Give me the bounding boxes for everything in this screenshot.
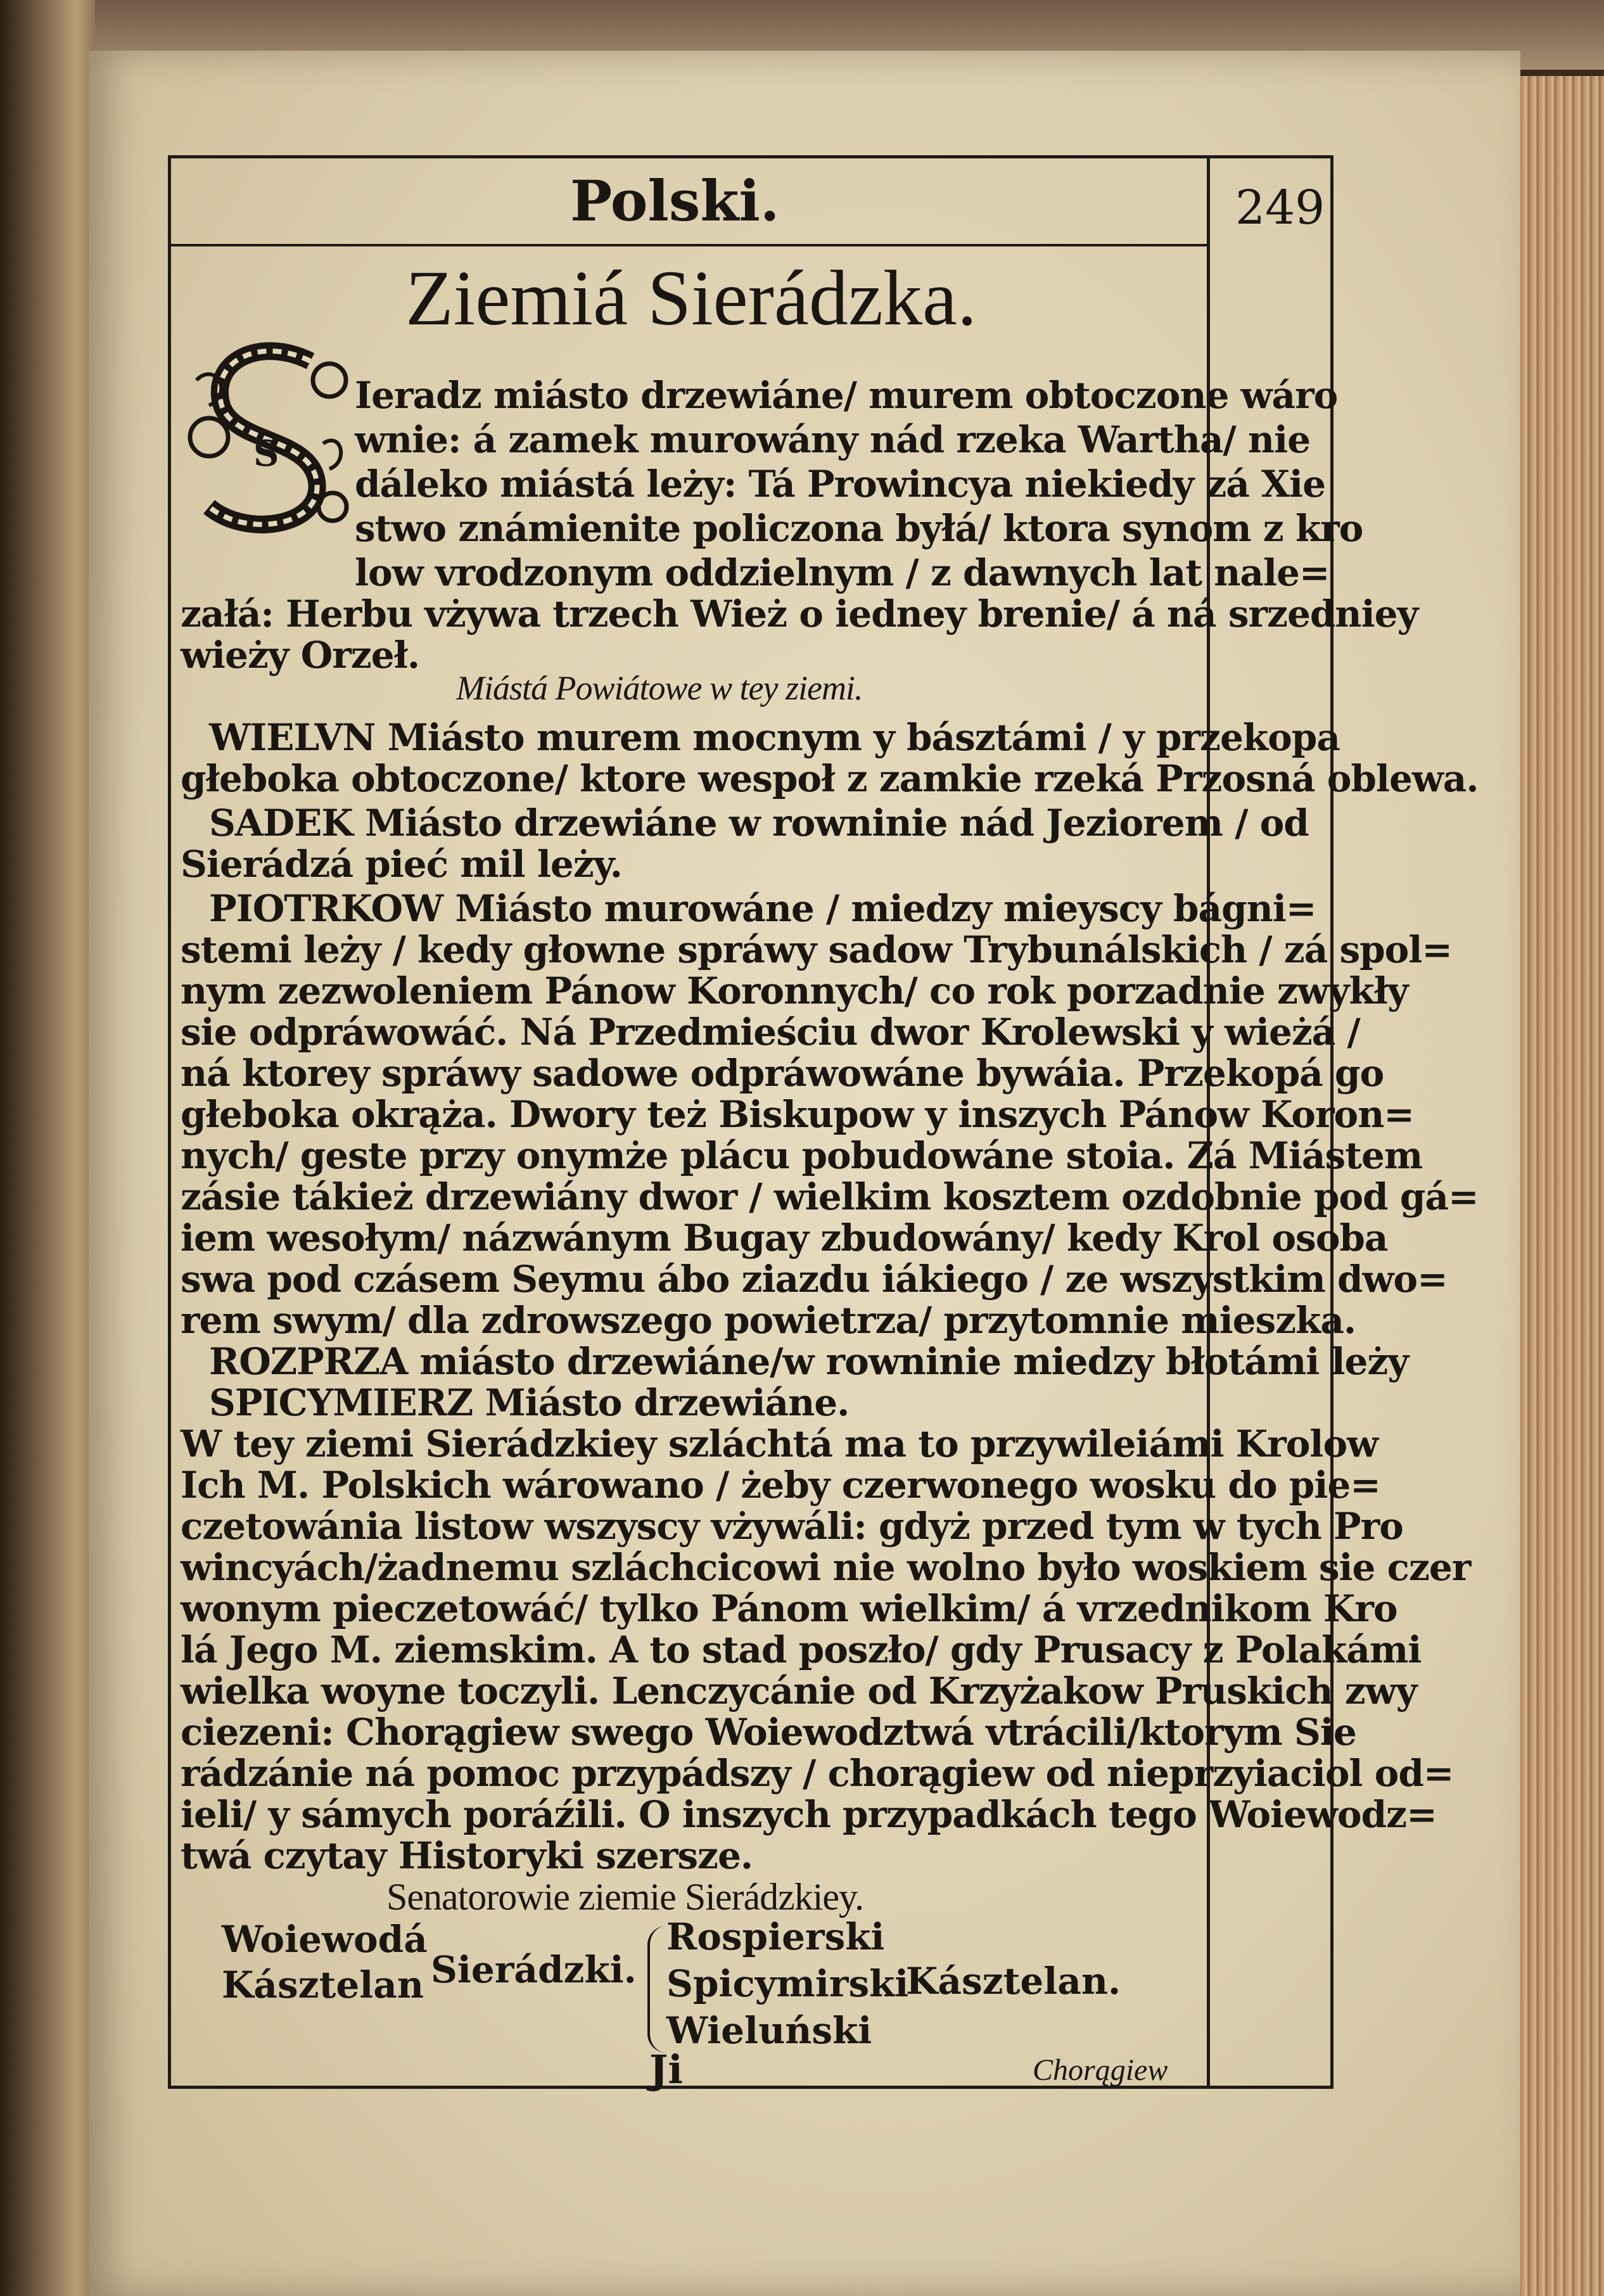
town-line: rem swym/ dla zdrowszego powietrza/ przytomnie mieszka. bbox=[181, 1299, 1356, 1342]
body-line: Ich M. Polskich wárowano / żeby czerwonego wosku do pie= bbox=[181, 1464, 1380, 1507]
town-line: stemi leży / kedy głowne spráwy sadow Trybunálskich / zá spol= bbox=[181, 928, 1452, 971]
town-line: PIOTRKOW Miásto murowáne / miedzy mieyscy bágni= bbox=[209, 887, 1316, 930]
body-line: ciezeni: Chorągiew swego Woiewodztwá vtrácili/ktorym Sie bbox=[181, 1711, 1356, 1754]
body-line: W tey ziemi Sierádzkiey szláchtá ma to przywileiámi Krolow bbox=[181, 1422, 1378, 1465]
page-number: 249 bbox=[1235, 181, 1325, 235]
page-stack-edge bbox=[1514, 76, 1604, 2296]
body-line: wincyách/żadnemu szláchcicowi nie wolno było woskiem sie czer bbox=[181, 1546, 1471, 1589]
body-line: Ieradz miásto drzewiáne/ murem obtoczone wáro bbox=[355, 374, 1338, 417]
body-line: twá czytay Historyki szersze. bbox=[181, 1834, 753, 1877]
town-line: nym zezwoleniem Pánow Koronnych/ co rok porzadnie zwykły bbox=[181, 969, 1408, 1012]
town-line: ROZPRZA miásto drzewiáne/w rowninie miedzy błotámi leży bbox=[209, 1340, 1409, 1383]
running-head: Polski. bbox=[570, 168, 780, 234]
senators-right-group bbox=[666, 1913, 908, 2054]
body-line: rádzánie ná pomoc przypádszy / chorągiew od nieprzyiaciol od= bbox=[181, 1752, 1454, 1795]
initial-letter: S bbox=[253, 433, 279, 475]
town-line: iem wesołym/ názwánym Bugay zbudowány/ kedy Krol osoba bbox=[181, 1216, 1388, 1260]
senators-region: Sierádzki. bbox=[431, 1948, 637, 1991]
town-line: ná ktorey spráwy sadowe odpráwowáne bywáia. Przekopá go bbox=[181, 1052, 1384, 1095]
town-line: nych/ geste przy onymże plácu pobudowáne stoia. Zá Miástem bbox=[181, 1134, 1423, 1177]
brace-icon bbox=[647, 1926, 669, 2053]
body-line: lá Jego M. ziemskim. A to stad poszło/ gdy Prusacy z Polakámi bbox=[181, 1628, 1422, 1671]
body-line: low vrodzonym oddzielnym / z dawnych lat nale= bbox=[355, 551, 1330, 594]
body-line: stwo známienite policzona byłá/ ktora synom z kro bbox=[355, 507, 1363, 550]
senator-seat: Wieluński bbox=[666, 2009, 872, 2052]
body-line: wieży Orzeł. bbox=[181, 634, 420, 677]
catchword: Chorągiew bbox=[1033, 2053, 1168, 2087]
town-line: WIELVN Miásto murem mocnym y básztámi / y przekopa bbox=[209, 716, 1340, 759]
senators-right-title: Kásztelan. bbox=[906, 1960, 1121, 2003]
body-line: załá: Herbu vżywa trzech Wież o iedney brenie/ á ná srzedniey bbox=[181, 592, 1418, 635]
senators-heading: Senatorowie ziemie Sierádzkiey. bbox=[386, 1876, 864, 1918]
header-rule bbox=[171, 244, 1207, 246]
body-line: wonym pieczetowáć/ tylko Pánom wielkim/ á vrzednikom Kro bbox=[181, 1587, 1397, 1630]
frame-left-rule bbox=[168, 155, 171, 2088]
body-line: dáleko miástá leży: Tá Prowincya niekiedy zá Xie bbox=[355, 462, 1325, 506]
senator-seat: Spicymirski bbox=[666, 1962, 909, 2005]
senators-left-group bbox=[222, 1917, 428, 2008]
body-line: ieli/ y sámych poráźili. O inszych przypadkách tego Woiewodz= bbox=[181, 1793, 1437, 1836]
town-line: głeboka okrąża. Dwory też Biskupow y inszych Pánow Koron= bbox=[181, 1093, 1415, 1136]
left-page-edge bbox=[0, 0, 95, 2296]
senator-office: Woiewodá bbox=[222, 1918, 428, 1961]
signature-mark: Ji bbox=[649, 2046, 683, 2093]
body-line: czetowánia listow wszyscy vżywáli: gdyż przed tym w tych Pro bbox=[181, 1505, 1403, 1548]
senator-office: Kásztelan bbox=[222, 1963, 424, 2006]
town-line: Sierádzá pieć mil leży. bbox=[181, 843, 622, 886]
body-line: wielka woyne toczyli. Lenczycánie od Krzyżakow Pruskich zwy bbox=[181, 1669, 1417, 1712]
frame-top-rule bbox=[168, 155, 1333, 158]
decorated-initial bbox=[184, 336, 355, 545]
town-line: swa pod czásem Seymu ábo ziazdu iákiego / ze wszystkim dwo= bbox=[181, 1258, 1448, 1301]
ornamental-initial-icon bbox=[184, 336, 355, 545]
page-title: Ziemiá Sierádzka. bbox=[405, 255, 977, 341]
section-subhead: Miástá Powiátowe w tey ziemi. bbox=[456, 669, 863, 707]
senator-seat: Rospierski bbox=[666, 1915, 885, 1958]
town-line: zásie tákież drzewiány dwor / wielkim kosztem ozdobnie pod gá= bbox=[181, 1175, 1479, 1218]
town-line: SADEK Miásto drzewiáne w rowninie nád Jeziorem / od bbox=[209, 801, 1309, 845]
body-line: wnie: á zamek murowány nád rzeka Wartha/ nie bbox=[355, 418, 1311, 461]
town-line: sie odpráwowáć. Ná Przedmieściu dwor Krolewski y wieżá / bbox=[181, 1011, 1360, 1054]
town-line: głeboka obtoczone/ ktore wespoł z zamkie rzeká Przosná oblewa. bbox=[181, 757, 1479, 800]
town-line: SPICYMIERZ Miásto drzewiáne. bbox=[209, 1381, 850, 1424]
